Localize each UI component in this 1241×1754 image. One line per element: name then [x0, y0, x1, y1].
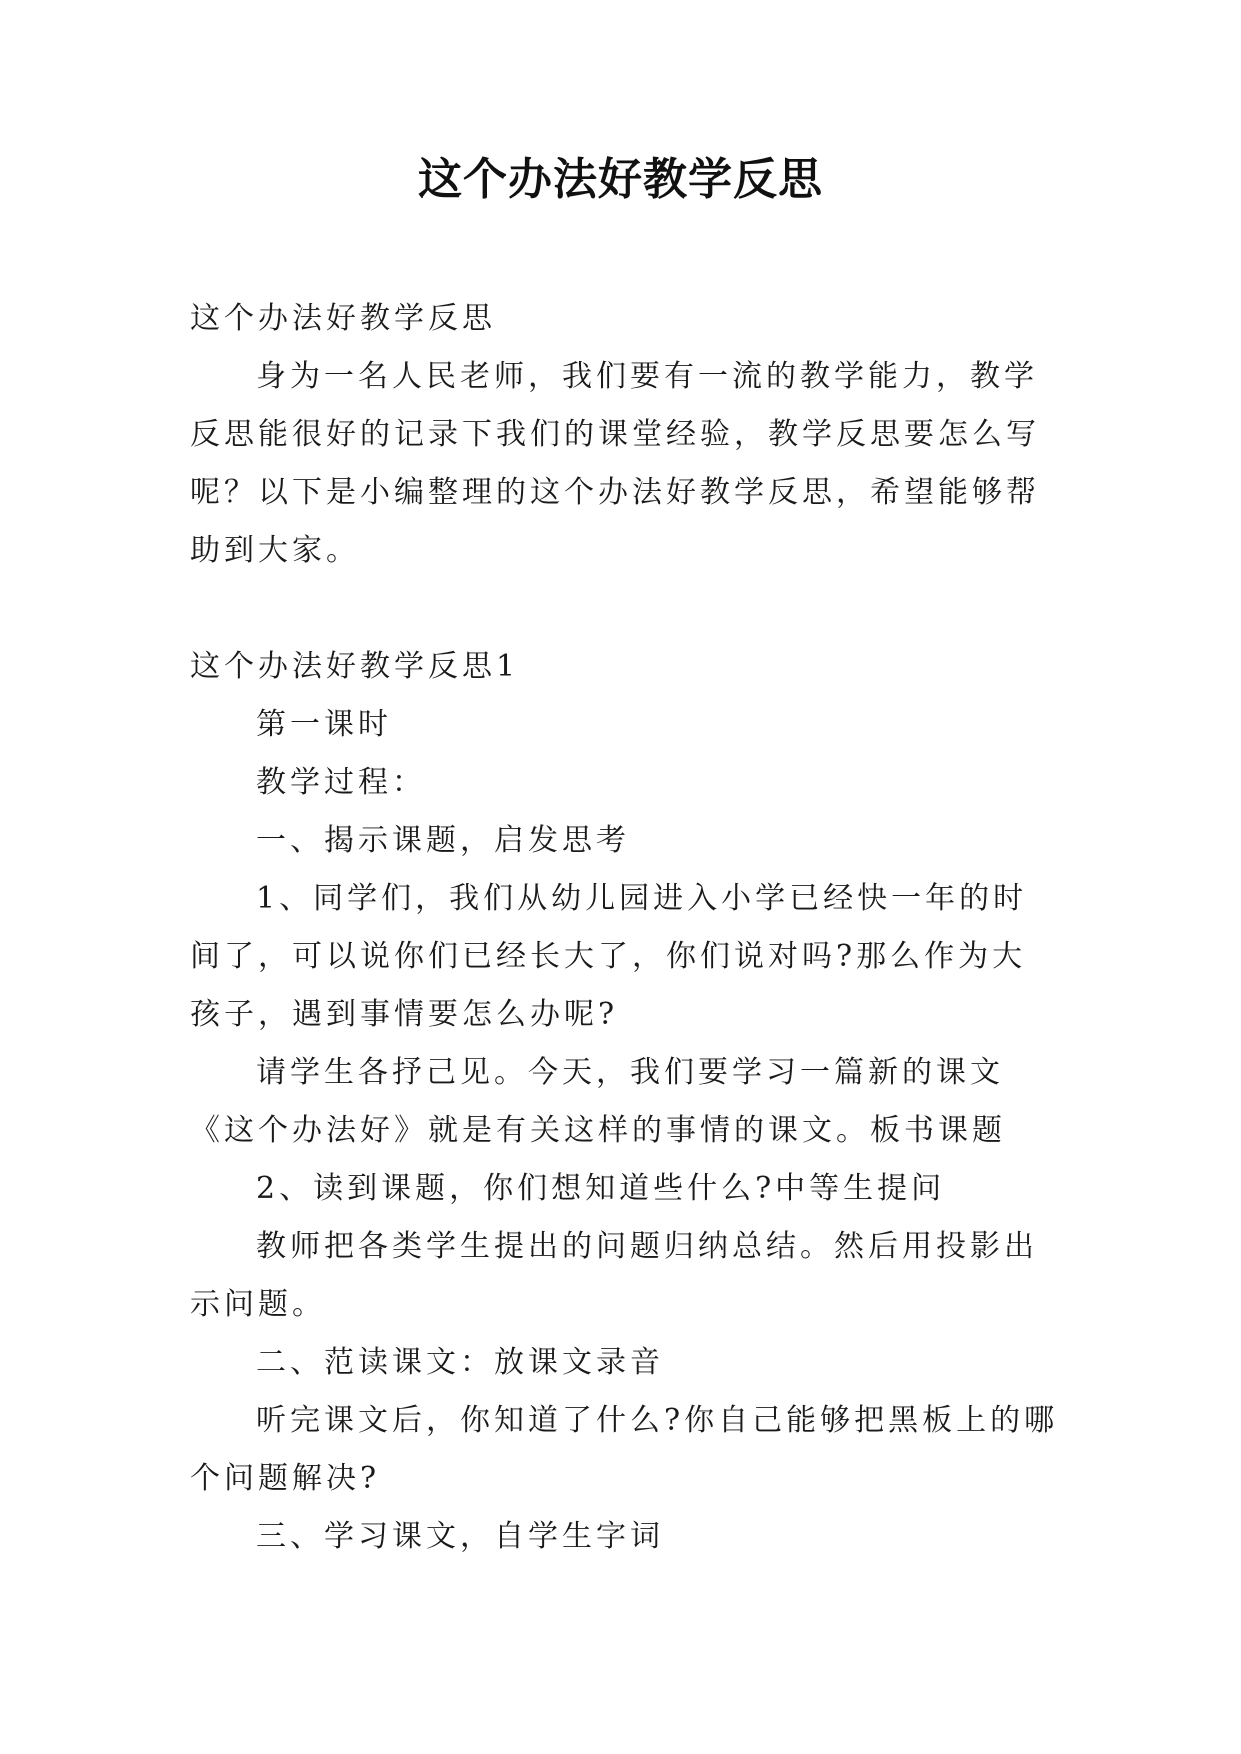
paragraph: 听完课文后，你知道了什么?你自己能够把黑板上的哪个问题解决?	[190, 1403, 1059, 1496]
paragraph: 请学生各抒己见。今天，我们要学习一篇新的课文《这个办法好》就是有关这样的事情的课文。板书课题	[190, 1055, 1006, 1148]
intro-paragraph: 身为一名人民老师，我们要有一流的教学能力，教学反思能很好的记录下我们的课堂经验，教学反思要怎么写呢？以下是小编整理的这个办法好教学反思，希望能够帮助到大家。	[190, 359, 1040, 568]
lesson-label: 第一课时	[256, 707, 392, 742]
section-heading: 这个办法好教学反思1	[190, 649, 520, 684]
paragraph: 2、读到课题，你们想知道些什么?中等生提问	[256, 1171, 946, 1206]
step-title: 一、揭示课题，启发思考	[256, 823, 630, 858]
paragraph: 1、同学们，我们从幼儿园进入小学已经快一年的时间了，可以说你们已经长大了，你们说对吗?那么作为大孩子，遇到事情要怎么办呢?	[190, 881, 1028, 1032]
subtitle: 这个办法好教学反思	[190, 301, 496, 336]
paragraph: 教师把各类学生提出的问题归纳总结。然后用投影出示问题。	[190, 1229, 1038, 1322]
step-title: 三、学习课文，自学生字词	[256, 1519, 664, 1554]
document-title: 这个办法好教学反思	[418, 154, 823, 205]
step-title: 二、范读课文：放课文录音	[256, 1345, 664, 1380]
paragraph-gap	[190, 580, 1060, 638]
process-label: 教学过程：	[256, 765, 426, 800]
document-body	[190, 290, 1060, 1566]
